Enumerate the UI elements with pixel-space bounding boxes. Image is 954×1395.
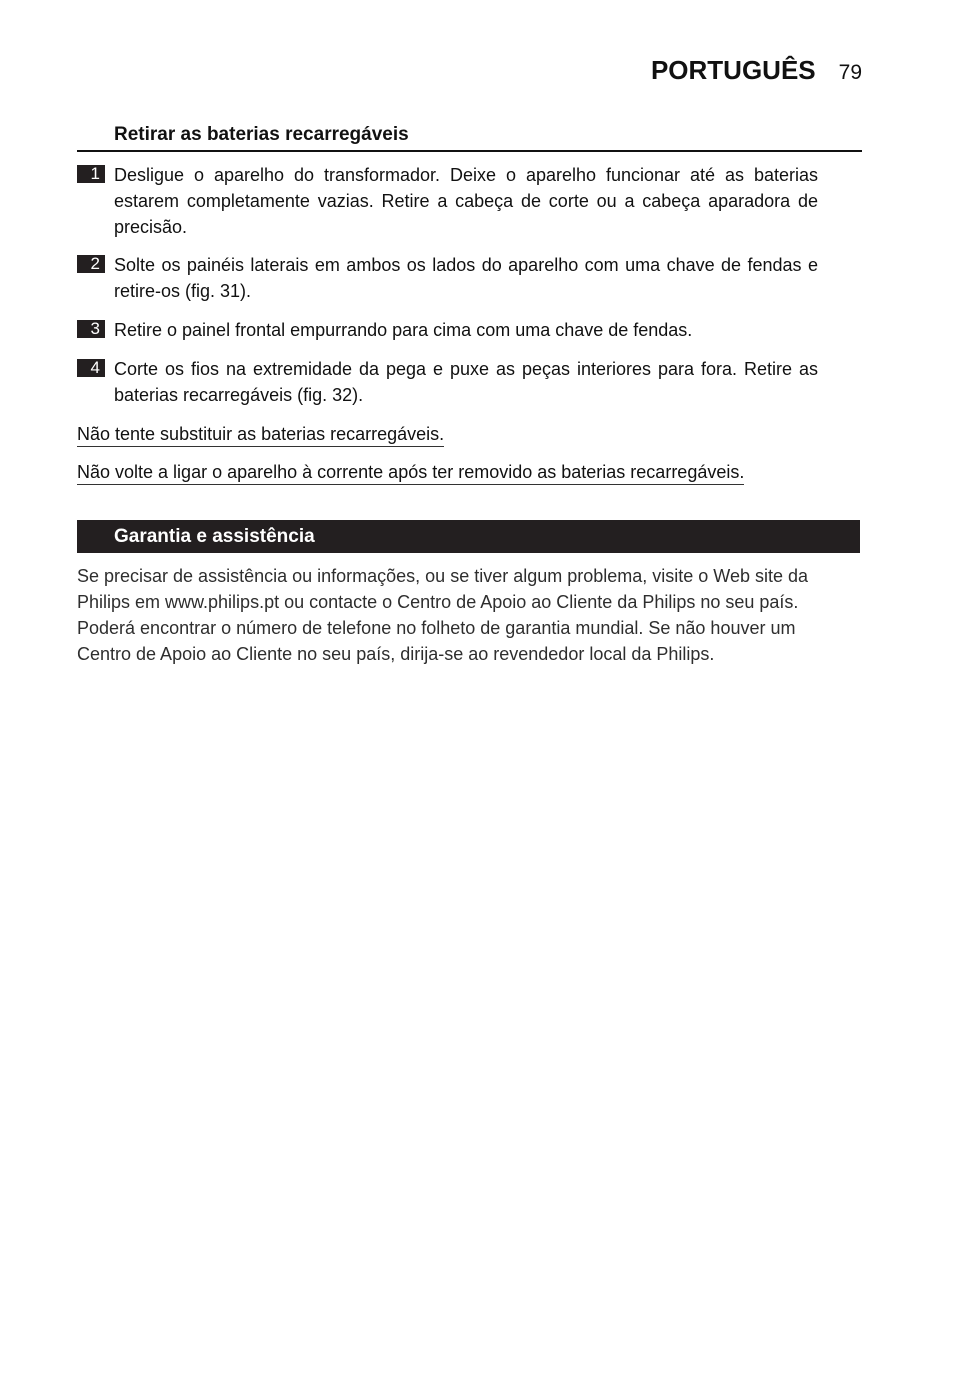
step-text-line: Corte os fios na extremidade da pega e puxe as peças interiores para fora. Retire as <box>114 359 818 379</box>
page-number: 79 <box>838 61 862 84</box>
step-1 <box>77 162 818 240</box>
step-text <box>114 252 818 304</box>
guarantee-heading-bar <box>77 520 860 553</box>
step-number-badge: 4 <box>77 359 105 377</box>
step-text-line: precisão. <box>114 217 188 237</box>
step-3 <box>77 317 818 343</box>
step-text-line: estarem completamente vazias. Retire a cabeça de corte ou a cabeça aparadora de <box>114 191 818 211</box>
step-number-badge: 2 <box>77 255 105 273</box>
step-2 <box>77 252 818 304</box>
paragraph-line: Centro de Apoio ao Cliente no seu país, dirija-se ao revendedor local da Philips. <box>77 644 715 664</box>
step-text-line: baterias recarregáveis (fig. 32). <box>114 385 364 405</box>
step-4 <box>77 356 818 408</box>
step-text-line: retire-os (fig. 31). <box>114 281 252 301</box>
page-language-title: PORTUGUÊS <box>650 55 816 85</box>
guarantee-heading: Garantia e assistência <box>114 526 315 547</box>
section-rule <box>77 150 862 152</box>
guarantee-paragraph <box>77 563 860 667</box>
step-text <box>114 162 818 240</box>
step-text <box>114 356 818 408</box>
warning-note-1 <box>77 424 444 447</box>
step-text <box>114 317 818 343</box>
step-number-badge: 1 <box>77 165 105 183</box>
step-text-line: Desligue o aparelho do transformador. Deixe o aparelho funcionar até as baterias <box>114 165 818 185</box>
step-number-badge: 3 <box>77 320 105 338</box>
paragraph-line: Philips em www.philips.pt ou contacte o Centro de Apoio ao Cliente da Philips no seu país. <box>77 592 799 612</box>
paragraph-line: Poderá encontrar o número de telefone no folheto de garantia mundial. Se não houver um <box>77 618 796 638</box>
section-title: Retirar as baterias recarregáveis <box>114 124 409 145</box>
step-text-line: Retire o painel frontal empurrando para cima com uma chave de fendas. <box>114 320 693 340</box>
warning-text: Não volte a ligar o aparelho à corrente após ter removido as baterias recarregáveis. <box>77 462 744 485</box>
warning-note-2 <box>77 462 744 485</box>
step-text-line: Solte os painéis laterais em ambos os lados do aparelho com uma chave de fendas e <box>114 255 818 275</box>
paragraph-line: Se precisar de assistência ou informações, ou se tiver algum problema, visite o Web site da <box>77 566 809 586</box>
page-header <box>651 55 862 88</box>
warning-text: Não tente substituir as baterias recarregáveis. <box>77 424 444 447</box>
